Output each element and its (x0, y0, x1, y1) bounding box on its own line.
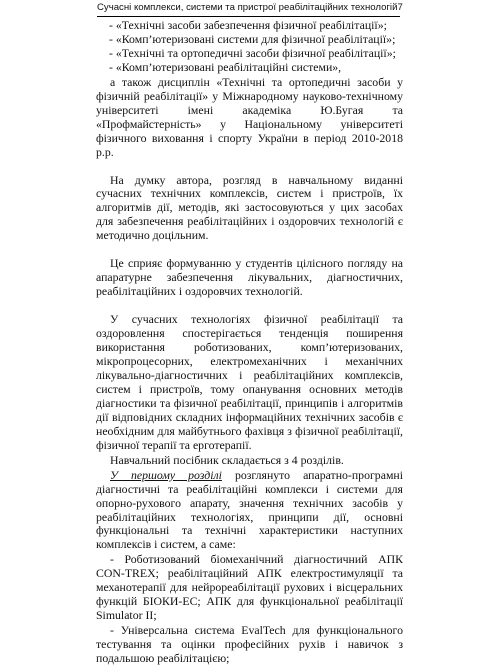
list-item: - «Комп’ютеризовані реабілітаційні системи», (109, 59, 342, 74)
paragraph-contrex: - Роботизований біомеханічний діагностичний АПК CON-TREX; реабілітаційний АПК електростимуляції та механотерапії для нейрореабілітації рухових і вісцеральних функцій БІОКИ-ЕС; АПК для функціональної реабілітації Simulator II; (96, 552, 403, 623)
page-number: 7 (397, 2, 403, 13)
first-section-label: У першому розділі (110, 467, 222, 482)
paragraph-first-section (96, 469, 403, 553)
paragraph-holistic-view: Це сприяє формуванню у студентів цілісного погляду на апаратурне забезпечення лікувальних, діагностичних, реабілітаційних і оздоровчих технологій. (96, 256, 403, 299)
paragraph-disciplines: а також дисциплін «Технічні та ортопедичні засоби у фізичній реабілітації» у Міжнародному науково-технічному університеті імені академіка Ю.Бугая та «Профмайстерність» у Національному університеті фізичного виховання і спорту України в період 2010-2018 р.р. (96, 74, 403, 159)
list-item: - «Технічні та ортопедичні засоби фізичної реабілітації»; (109, 45, 396, 60)
running-header (97, 2, 403, 17)
list-item: - «Комп’ютеризовані системи для фізичної реабілітації»; (109, 31, 396, 46)
paragraph-structure: Навчальний посібник складається з 4 розділів. (110, 452, 344, 467)
list-item: - «Технічні засоби забезпечення фізичної реабілітації»; (109, 18, 387, 32)
paragraph-author-opinion: На думку автора, розгляд в навчальному виданні сучасних технічних комплексів, систем і пристроїв, їх алгоритмів дії, методів, які застосовуються у цих засобах для забезпечення реабілітаційних і оздоровчих технологій є методично доцільним. (96, 172, 403, 243)
paragraph-modern-technologies: У сучасних технологіях фізичної реабілітації та оздоровлення спостерігається тенденція поширення використання роботизованих, комп’ютеризованих, мікропроцесорних, електромеханічних і механічних лікувально-діагностичних і реабілітаційних комплексів, систем і пристроїв, тому опанування основних методів діагностики та фізичної реабілітації, принципів і алгоритмів дії відповідних складних інформаційних технічних засобів є необхідним для майбутнього фахівця з фізичної реабілітації, фізичної терапії та ерготерапії. (96, 312, 403, 452)
page-body (96, 19, 403, 666)
paragraph-evaltech: - Універсальна система EvalTech для функціонального тестування та оцінки професійних рухів і навичок з подальшою реабілітацією; (96, 623, 403, 666)
header-title: Сучасні комплекси, системи та пристрої реабілітаційних технологій (97, 2, 398, 13)
first-section-text: розглянуто апаратно-програмні діагностичні та реабілітаційні комплекси і системи для опорно-рухового апарату, значення технічних засобів у реабілітаційних технологіях, принципи дії, основні функціональні та технічні характеристики наступних комплексів і систем, а саме: (96, 467, 403, 552)
